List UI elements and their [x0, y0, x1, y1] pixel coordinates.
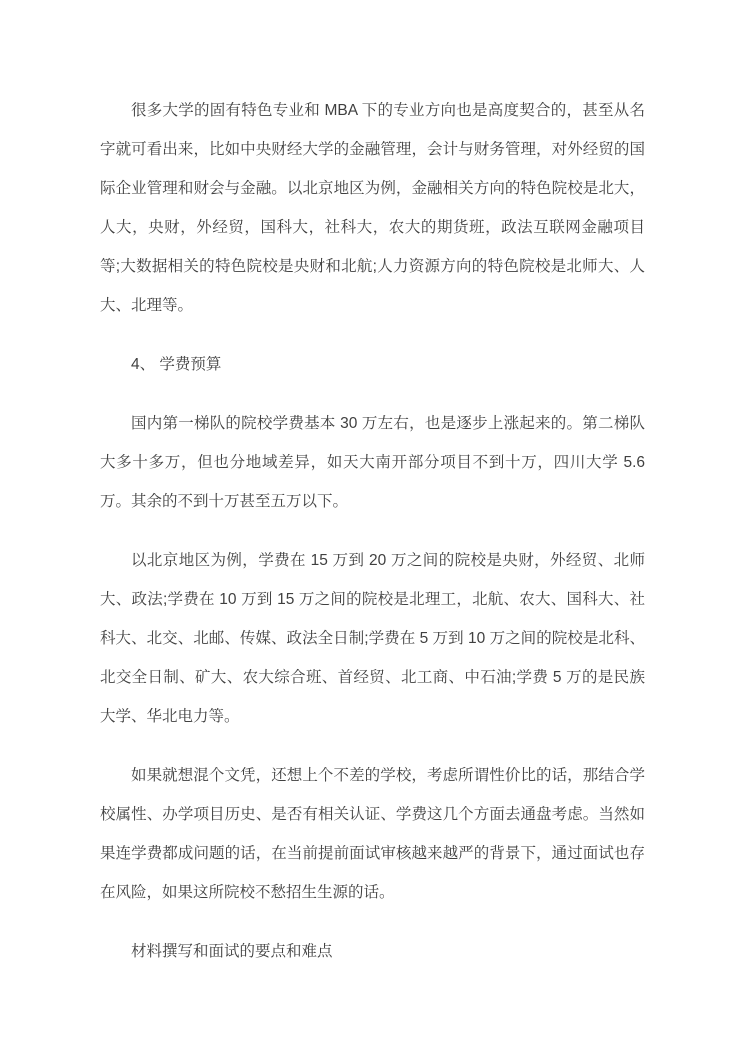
section-heading-tuition-budget: 4、 学费预算: [131, 356, 222, 373]
paragraph-cost-performance-advice: 如果就想混个文凭，还想上个不差的学校，考虑所谓性价比的话，那结合学校属性、办学项目历史、是否有相关认证、学费这几个方面去通盘考虑。当然如果连学费都成问题的话，在当前提前面试审核越来越严的背景下，通过面试也存在风险，如果这所院校不愁招生生源的话。: [100, 767, 645, 901]
section-heading-materials-interview: 材料撰写和面试的要点和难点: [131, 943, 333, 960]
paragraph-specialty-match: 很多大学的固有特色专业和 MBA 下的专业方向也是高度契合的，甚至从名字就可看出来，比如中央财经大学的金融管理，会计与财务管理，对外经贸的国际企业管理和财会与金融。以北京地区为例，金融相关方向的特色院校是北大，人大，央财，外经贸，国科大，社科大，农大的期货班，政法互联网金融项目等;大数据相关的特色院校是央财和北航;人力资源方向的特色院校是北师大、人大、北理等。: [100, 102, 645, 314]
paragraph-tuition-tiers: 国内第一梯队的院校学费基本 30 万左右，也是逐步上涨起来的。第二梯队大多十多万，但也分地域差异，如天大南开部分项目不到十万，四川大学 5.6 万。其余的不到十万甚至五万以下。: [100, 415, 645, 510]
paragraph-beijing-tuition-ranges: 以北京地区为例，学费在 15 万到 20 万之间的院校是央财，外经贸、北师大、政法;学费在 10 万到 15 万之间的院校是北理工，北航、农大、国科大、社科大、北交、北邮、传媒、政法全日制;学费在 5 万到 10 万之间的院校是北科、北交全日制、矿大、农大综合班、首经贸、北工商、中石油;学费 5 万的是民族大学、华北电力等。: [100, 552, 645, 725]
